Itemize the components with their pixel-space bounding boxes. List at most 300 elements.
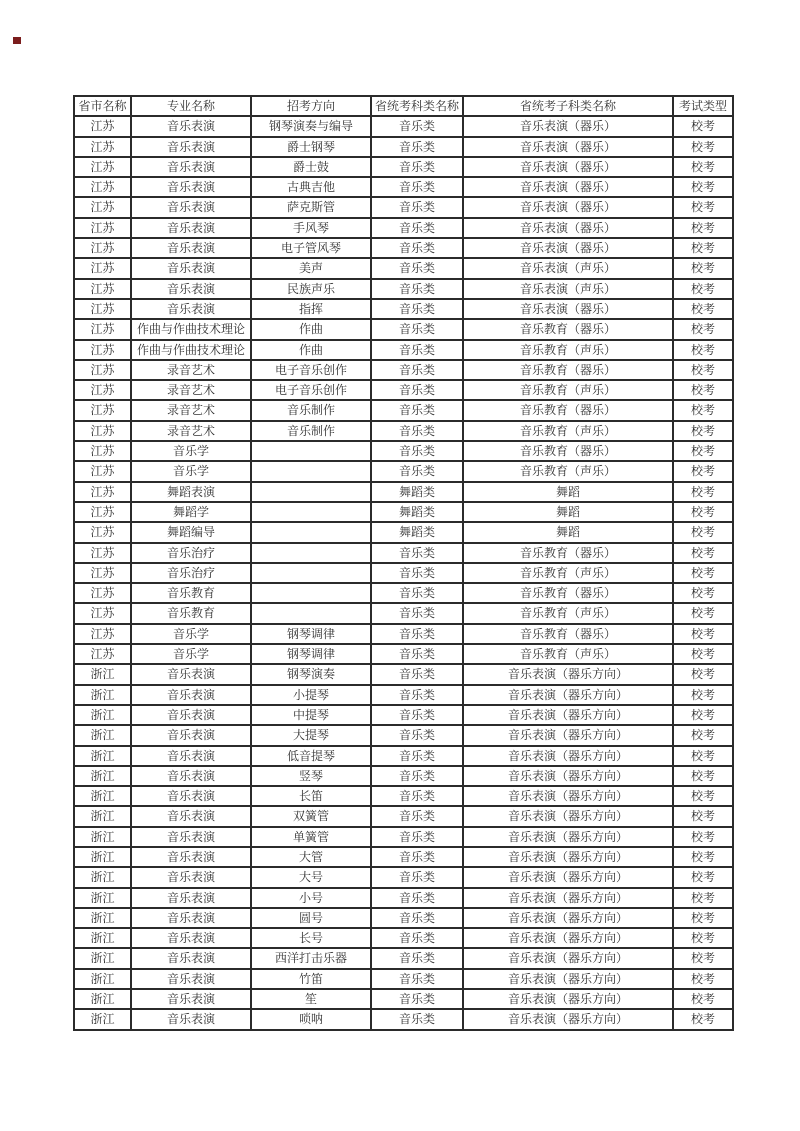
table-cell: 音乐类 [371, 421, 463, 441]
table-cell: 音乐表演（器乐方向） [463, 806, 673, 826]
table-row [74, 583, 733, 603]
table-cell: 音乐表演（器乐） [463, 299, 673, 319]
table-cell: 长笛 [251, 786, 371, 806]
table-cell: 校考 [673, 279, 733, 299]
table-row [74, 441, 733, 461]
table-cell: 音乐教育（声乐） [463, 563, 673, 583]
table-cell: 音乐表演 [131, 299, 251, 319]
table-cell: 录音艺术 [131, 360, 251, 380]
table-cell: 音乐表演 [131, 238, 251, 258]
table-cell: 音乐类 [371, 441, 463, 461]
table-cell: 音乐表演 [131, 725, 251, 745]
table-cell: 大提琴 [251, 725, 371, 745]
table-cell: 音乐教育（器乐） [463, 543, 673, 563]
table-cell: 校考 [673, 299, 733, 319]
table-cell: 校考 [673, 441, 733, 461]
table-cell: 音乐表演（声乐） [463, 279, 673, 299]
table-cell: 校考 [673, 543, 733, 563]
table-cell: 江苏 [74, 116, 131, 136]
table-cell [251, 543, 371, 563]
table-cell: 浙江 [74, 806, 131, 826]
table-cell: 音乐表演 [131, 948, 251, 968]
table-cell: 小提琴 [251, 685, 371, 705]
table-row [74, 177, 733, 197]
table-cell: 音乐学 [131, 461, 251, 481]
table-cell: 音乐类 [371, 299, 463, 319]
table-cell: 音乐类 [371, 360, 463, 380]
table-row [74, 644, 733, 664]
table-cell: 校考 [673, 746, 733, 766]
table-cell: 江苏 [74, 360, 131, 380]
table-cell: 录音艺术 [131, 380, 251, 400]
table-cell: 音乐教育（声乐） [463, 644, 673, 664]
table-cell: 音乐学 [131, 624, 251, 644]
table-row [74, 482, 733, 502]
table-row [74, 989, 733, 1009]
table-row [74, 461, 733, 481]
table-cell: 音乐表演（器乐） [463, 137, 673, 157]
table-cell: 笙 [251, 989, 371, 1009]
table-cell: 音乐类 [371, 258, 463, 278]
table-cell: 音乐表演（器乐方向） [463, 948, 673, 968]
table-cell: 低音提琴 [251, 746, 371, 766]
table-cell: 校考 [673, 603, 733, 623]
table-cell: 美声 [251, 258, 371, 278]
table-cell: 舞蹈学 [131, 502, 251, 522]
table-cell: 音乐表演（器乐） [463, 177, 673, 197]
table-cell: 古典吉他 [251, 177, 371, 197]
table-cell: 校考 [673, 725, 733, 745]
table-cell: 音乐表演（器乐方向） [463, 1009, 673, 1029]
table-cell: 音乐类 [371, 400, 463, 420]
table-cell: 校考 [673, 827, 733, 847]
table-cell: 大管 [251, 847, 371, 867]
table-cell: 校考 [673, 319, 733, 339]
table-cell: 校考 [673, 218, 733, 238]
table-cell: 音乐表演 [131, 137, 251, 157]
table-cell: 舞蹈 [463, 482, 673, 502]
table-cell: 音乐教育 [131, 583, 251, 603]
table-cell: 校考 [673, 400, 733, 420]
table-cell: 音乐表演 [131, 157, 251, 177]
table-row [74, 948, 733, 968]
table-cell: 音乐类 [371, 461, 463, 481]
table-row [74, 157, 733, 177]
corner-mark [13, 37, 21, 44]
table-cell: 音乐表演 [131, 177, 251, 197]
table-cell: 浙江 [74, 969, 131, 989]
table-cell: 江苏 [74, 197, 131, 217]
table-cell: 音乐类 [371, 725, 463, 745]
table-cell [251, 563, 371, 583]
table-row [74, 299, 733, 319]
table-cell: 音乐表演 [131, 279, 251, 299]
table-cell: 校考 [673, 766, 733, 786]
table-cell: 音乐表演（器乐方向） [463, 664, 673, 684]
table-row [74, 1009, 733, 1029]
table-cell: 江苏 [74, 238, 131, 258]
table-cell: 钢琴调律 [251, 644, 371, 664]
table-cell: 音乐制作 [251, 421, 371, 441]
table-cell: 音乐教育（器乐） [463, 583, 673, 603]
table-cell: 舞蹈类 [371, 502, 463, 522]
table-body [74, 116, 733, 1029]
table-cell: 音乐表演 [131, 888, 251, 908]
table-cell: 校考 [673, 908, 733, 928]
table-cell: 舞蹈编导 [131, 522, 251, 542]
table-cell: 音乐制作 [251, 400, 371, 420]
table-cell: 校考 [673, 705, 733, 725]
table-row [74, 400, 733, 420]
table-cell: 江苏 [74, 400, 131, 420]
table-cell: 江苏 [74, 380, 131, 400]
table-cell: 校考 [673, 867, 733, 887]
table-cell: 音乐表演 [131, 664, 251, 684]
table-row [74, 319, 733, 339]
table-cell: 浙江 [74, 928, 131, 948]
table-cell: 舞蹈 [463, 502, 673, 522]
table-cell: 音乐表演（器乐方向） [463, 847, 673, 867]
table-cell: 音乐教育（声乐） [463, 340, 673, 360]
table-cell: 音乐教育（器乐） [463, 624, 673, 644]
table-cell: 校考 [673, 157, 733, 177]
table-cell: 音乐类 [371, 340, 463, 360]
table-cell: 校考 [673, 137, 733, 157]
table-cell: 校考 [673, 340, 733, 360]
header-row [74, 96, 733, 116]
table-cell: 音乐类 [371, 908, 463, 928]
table-cell: 校考 [673, 969, 733, 989]
table-row [74, 218, 733, 238]
table-cell: 音乐表演（器乐方向） [463, 725, 673, 745]
table-cell: 音乐教育（器乐） [463, 360, 673, 380]
table-cell: 音乐类 [371, 867, 463, 887]
table-cell: 音乐类 [371, 989, 463, 1009]
table-cell: 音乐类 [371, 583, 463, 603]
table-cell: 作曲 [251, 319, 371, 339]
table-cell: 音乐教育（器乐） [463, 441, 673, 461]
table-cell: 江苏 [74, 522, 131, 542]
table-cell: 浙江 [74, 685, 131, 705]
table-cell: 单簧管 [251, 827, 371, 847]
table-cell: 音乐教育（器乐） [463, 400, 673, 420]
table-cell: 校考 [673, 502, 733, 522]
table-cell: 圆号 [251, 908, 371, 928]
table-cell: 音乐表演 [131, 989, 251, 1009]
table-cell: 校考 [673, 421, 733, 441]
table-cell: 江苏 [74, 177, 131, 197]
table-cell: 竖琴 [251, 766, 371, 786]
column-header: 省统考科类名称 [371, 96, 463, 116]
table-cell: 钢琴调律 [251, 624, 371, 644]
table-cell: 舞蹈表演 [131, 482, 251, 502]
column-header: 省市名称 [74, 96, 131, 116]
table-cell: 音乐学 [131, 644, 251, 664]
table-cell: 作曲与作曲技术理论 [131, 319, 251, 339]
table-cell: 音乐类 [371, 137, 463, 157]
table-cell: 校考 [673, 664, 733, 684]
table-cell: 指挥 [251, 299, 371, 319]
table-cell: 音乐类 [371, 948, 463, 968]
table-cell: 音乐类 [371, 177, 463, 197]
table-cell: 江苏 [74, 482, 131, 502]
table-cell [251, 502, 371, 522]
table-cell: 校考 [673, 644, 733, 664]
table-cell: 校考 [673, 116, 733, 136]
table-cell: 音乐类 [371, 279, 463, 299]
table-cell: 音乐表演（器乐方向） [463, 786, 673, 806]
table-cell: 校考 [673, 1009, 733, 1029]
table-row [74, 664, 733, 684]
table-cell: 民族声乐 [251, 279, 371, 299]
table-row [74, 197, 733, 217]
table-cell: 江苏 [74, 461, 131, 481]
table-cell [251, 522, 371, 542]
table-cell: 校考 [673, 197, 733, 217]
table-cell: 音乐类 [371, 786, 463, 806]
table-cell: 音乐表演（器乐） [463, 197, 673, 217]
table-cell: 江苏 [74, 137, 131, 157]
table-cell: 音乐教育（声乐） [463, 603, 673, 623]
table-row [74, 502, 733, 522]
table-cell: 音乐类 [371, 806, 463, 826]
table-row [74, 746, 733, 766]
table-cell: 江苏 [74, 319, 131, 339]
table-row [74, 685, 733, 705]
table-cell: 浙江 [74, 908, 131, 928]
table-cell: 音乐表演（器乐方向） [463, 867, 673, 887]
table-cell: 音乐表演 [131, 969, 251, 989]
table-cell: 音乐类 [371, 157, 463, 177]
table-cell: 钢琴演奏 [251, 664, 371, 684]
table-cell: 江苏 [74, 441, 131, 461]
column-header: 招考方向 [251, 96, 371, 116]
table-row [74, 766, 733, 786]
table-cell: 音乐类 [371, 685, 463, 705]
table-cell: 校考 [673, 685, 733, 705]
table-cell: 校考 [673, 360, 733, 380]
table-cell: 校考 [673, 563, 733, 583]
table-cell: 校考 [673, 482, 733, 502]
table-row [74, 847, 733, 867]
table-cell: 校考 [673, 177, 733, 197]
table-row [74, 786, 733, 806]
table-cell: 校考 [673, 806, 733, 826]
table-cell: 音乐表演 [131, 847, 251, 867]
table-cell: 电子音乐创作 [251, 380, 371, 400]
table-cell: 音乐类 [371, 319, 463, 339]
table-cell: 作曲与作曲技术理论 [131, 340, 251, 360]
table-row [74, 867, 733, 887]
table-cell: 音乐类 [371, 888, 463, 908]
table-cell: 音乐类 [371, 969, 463, 989]
table-cell: 音乐类 [371, 218, 463, 238]
table-cell: 校考 [673, 786, 733, 806]
table-cell: 长号 [251, 928, 371, 948]
table-cell: 浙江 [74, 827, 131, 847]
table-cell: 音乐表演 [131, 928, 251, 948]
table-cell: 浙江 [74, 746, 131, 766]
table-cell: 音乐类 [371, 664, 463, 684]
table-cell: 音乐表演（器乐方向） [463, 989, 673, 1009]
table-cell: 舞蹈类 [371, 522, 463, 542]
table-cell: 音乐类 [371, 380, 463, 400]
table-cell: 江苏 [74, 157, 131, 177]
table-cell: 音乐类 [371, 827, 463, 847]
table-row [74, 522, 733, 542]
table-row [74, 888, 733, 908]
table-cell: 双簧管 [251, 806, 371, 826]
table-cell: 音乐教育 [131, 603, 251, 623]
table-cell: 小号 [251, 888, 371, 908]
table-cell: 音乐表演（器乐方向） [463, 888, 673, 908]
table-cell: 音乐表演 [131, 197, 251, 217]
table-cell: 音乐表演（器乐） [463, 238, 673, 258]
table-cell: 音乐表演（声乐） [463, 258, 673, 278]
table-cell: 钢琴演奏与编导 [251, 116, 371, 136]
table-cell: 校考 [673, 522, 733, 542]
table-row [74, 238, 733, 258]
table-cell: 江苏 [74, 603, 131, 623]
table-cell [251, 461, 371, 481]
table-cell: 浙江 [74, 867, 131, 887]
table-cell: 音乐表演 [131, 806, 251, 826]
table-cell: 音乐表演（器乐方向） [463, 705, 673, 725]
table-cell: 音乐教育（声乐） [463, 380, 673, 400]
table-cell: 中提琴 [251, 705, 371, 725]
table-cell: 校考 [673, 948, 733, 968]
table-cell: 江苏 [74, 543, 131, 563]
table-cell: 校考 [673, 258, 733, 278]
table-cell: 音乐表演（器乐） [463, 116, 673, 136]
table-cell: 音乐表演 [131, 746, 251, 766]
table-cell: 音乐表演（器乐方向） [463, 685, 673, 705]
table-row [74, 380, 733, 400]
table-cell: 音乐类 [371, 238, 463, 258]
table-cell: 江苏 [74, 218, 131, 238]
table-cell: 江苏 [74, 340, 131, 360]
table-cell: 录音艺术 [131, 421, 251, 441]
table-cell: 音乐教育（声乐） [463, 461, 673, 481]
table-cell: 浙江 [74, 664, 131, 684]
table-cell: 音乐类 [371, 928, 463, 948]
table-cell: 音乐学 [131, 441, 251, 461]
table-cell: 音乐表演 [131, 867, 251, 887]
table-cell: 音乐表演 [131, 908, 251, 928]
table-row [74, 705, 733, 725]
table-cell: 西洋打击乐器 [251, 948, 371, 968]
table-cell: 唢呐 [251, 1009, 371, 1029]
table-cell: 音乐表演（器乐方向） [463, 766, 673, 786]
table-cell: 音乐类 [371, 1009, 463, 1029]
table-cell: 音乐表演（器乐） [463, 218, 673, 238]
table-cell: 江苏 [74, 421, 131, 441]
table-cell: 音乐表演（器乐方向） [463, 827, 673, 847]
table-cell: 浙江 [74, 847, 131, 867]
table-cell: 电子管风琴 [251, 238, 371, 258]
table-row [74, 563, 733, 583]
table-cell: 校考 [673, 624, 733, 644]
table-cell: 校考 [673, 583, 733, 603]
table-cell: 音乐类 [371, 624, 463, 644]
table-cell: 音乐表演（器乐） [463, 157, 673, 177]
table-cell: 音乐教育（声乐） [463, 421, 673, 441]
table-row [74, 725, 733, 745]
table-cell: 校考 [673, 847, 733, 867]
table-row [74, 603, 733, 623]
table-cell: 音乐表演 [131, 218, 251, 238]
table-cell: 浙江 [74, 989, 131, 1009]
table-cell: 萨克斯管 [251, 197, 371, 217]
table-cell: 江苏 [74, 299, 131, 319]
table-cell: 江苏 [74, 279, 131, 299]
table-cell: 音乐表演 [131, 258, 251, 278]
table-cell: 浙江 [74, 766, 131, 786]
table-cell: 音乐治疗 [131, 543, 251, 563]
table-cell: 大号 [251, 867, 371, 887]
table-cell: 校考 [673, 461, 733, 481]
table-row [74, 137, 733, 157]
table-cell: 音乐类 [371, 116, 463, 136]
table-cell: 音乐类 [371, 644, 463, 664]
table-cell: 江苏 [74, 624, 131, 644]
table-row [74, 908, 733, 928]
table-row [74, 421, 733, 441]
table-row [74, 969, 733, 989]
table-cell: 浙江 [74, 725, 131, 745]
column-header: 考试类型 [673, 96, 733, 116]
table-cell: 音乐表演 [131, 827, 251, 847]
table-cell: 音乐表演（器乐方向） [463, 969, 673, 989]
column-header: 省统考子科类名称 [463, 96, 673, 116]
table-cell: 江苏 [74, 644, 131, 664]
table-cell: 舞蹈类 [371, 482, 463, 502]
table-cell [251, 441, 371, 461]
table-cell: 音乐表演（器乐方向） [463, 908, 673, 928]
table-cell: 音乐教育（器乐） [463, 319, 673, 339]
table-row [74, 340, 733, 360]
table-cell: 音乐表演 [131, 766, 251, 786]
table-cell: 浙江 [74, 888, 131, 908]
table-cell [251, 482, 371, 502]
table-cell: 音乐表演（器乐方向） [463, 928, 673, 948]
table-header [74, 96, 733, 116]
table-cell: 音乐表演（器乐方向） [463, 746, 673, 766]
table-cell: 浙江 [74, 1009, 131, 1029]
table-cell: 音乐类 [371, 705, 463, 725]
table-cell: 校考 [673, 928, 733, 948]
table-cell: 音乐表演 [131, 685, 251, 705]
table-cell: 校考 [673, 380, 733, 400]
table-cell: 舞蹈 [463, 522, 673, 542]
table-cell: 浙江 [74, 786, 131, 806]
table-cell: 录音艺术 [131, 400, 251, 420]
table-cell: 手风琴 [251, 218, 371, 238]
table-cell: 音乐表演 [131, 786, 251, 806]
table-cell: 校考 [673, 989, 733, 1009]
table-cell: 音乐类 [371, 543, 463, 563]
table-row [74, 827, 733, 847]
table-cell: 音乐表演 [131, 705, 251, 725]
table-cell: 江苏 [74, 502, 131, 522]
table-cell: 浙江 [74, 948, 131, 968]
table-cell: 江苏 [74, 563, 131, 583]
table-row [74, 279, 733, 299]
table-cell: 音乐类 [371, 766, 463, 786]
table-cell: 音乐表演 [131, 116, 251, 136]
table-cell: 校考 [673, 238, 733, 258]
table-cell [251, 583, 371, 603]
